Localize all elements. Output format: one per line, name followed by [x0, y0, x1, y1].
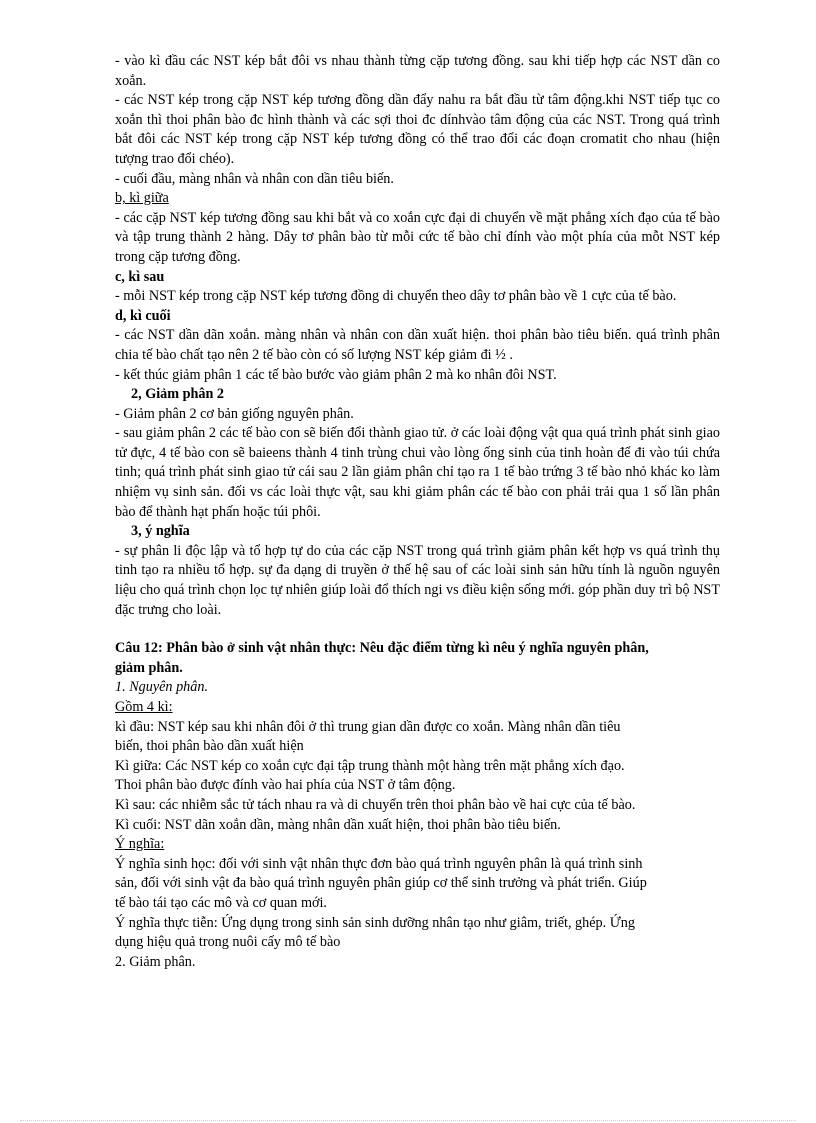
- paragraph-end-prophase: - cuối đầu, màng nhân và nhân con dần tiêu biến.: [115, 170, 394, 187]
- paragraph-metaphase: - các cặp NST kép tương đồng sau khi bắt và co xoắn cực đại di chuyển về mặt phẳng xích đạo của tế bào và tập trung thành 2 hàng. Dây tơ phân bào từ mỗi cức tế bào chỉ đính vào một phía của mỗt NST kép trong cặp tương đồng.: [115, 209, 720, 265]
- question-12-title: Câu 12: Phân bào ở sinh vật nhân thực: Nêu đặc điểm từng kì nêu ý nghĩa nguyên phân,: [115, 640, 649, 657]
- biological-significance-line3: tế bào tái tạo các mô và cơ quan mới.: [115, 894, 327, 911]
- paragraph-meiosis-2-basic: - Giảm phân 2 cơ bản giống nguyên phân.: [115, 405, 354, 422]
- paragraph-end-meiosis-1: - kết thúc giảm phân 1 các tế bào bước vào giảm phân 2 mà ko nhân đôi NST.: [115, 366, 557, 383]
- mitosis-anaphase-line: Kì sau: các nhiễm sắc tử tách nhau ra và di chuyển trên thoi phân bào về hai cực của tế bào.: [115, 796, 636, 813]
- mitosis-telophase-line: Kì cuối: NST dãn xoắn dần, màng nhân dần xuất hiện, thoi phân bào tiêu biến.: [115, 816, 561, 833]
- document-page: [115, 52, 720, 972]
- mitosis-prophase-line2: biến, thoi phân bào dần xuất hiện: [115, 738, 304, 755]
- paragraph-telophase: - các NST dần dãn xoắn. màng nhân và nhân con dần xuất hiện. thoi phân bào tiêu biến. quá trình phân chia tế bào chất tạo nên 2 tế bào còn có số lượng NST kép giảm đi ½ .: [115, 327, 720, 363]
- heading-meiosis-2: 2, Giảm phân 2: [131, 386, 225, 403]
- practical-significance-line1: Ý nghĩa thực tiễn: Ứng dụng trong sinh sản sinh dưỡng nhân tạo như giâm, triết, ghép. Ứng: [115, 914, 635, 931]
- spacer: [115, 620, 720, 639]
- paragraph-pairing: - vào kì đầu các NST kép bắt đôi vs nhau thành từng cặp tương đồng. sau khi tiếp hợp các NST dần co xoắn.: [115, 53, 720, 89]
- question-12-title-cont: giảm phân.: [115, 659, 183, 676]
- heading-mitosis: 1. Nguyên phân.: [115, 679, 208, 696]
- biological-significance-line2: sản, đối với sinh vật đa bào quá trình nguyên phân giúp cơ thể sinh trưởng và phát triển. Giúp: [115, 875, 647, 892]
- paragraph-anaphase: - mỗi NST kép trong cặp NST kép tương đồng di chuyển theo dây tơ phân bào về 1 cực của tế bào.: [115, 288, 677, 305]
- heading-mitosis-significance: Ý nghĩa:: [115, 836, 165, 853]
- mitosis-metaphase-line1: Kì giữa: Các NST kép co xoắn cực đại tập trung thành một hàng trên mặt phẳng xích đạo.: [115, 757, 625, 774]
- practical-significance-line2: dụng hiệu quả trong nuôi cấy mô tế bào: [115, 934, 341, 951]
- heading-telophase: d, kì cuối: [115, 307, 171, 324]
- heading-anaphase: c, kì sau: [115, 268, 165, 285]
- paragraph-significance: - sự phân li độc lập và tổ hợp tự do của các cặp NST trong quá trình giảm phân kết hợp vs quá trình thụ tinh tạo ra nhiều tổ hợp. sự đa dạng di truyền ở thế hệ sau of các loài sinh sản hữu tính là nguồn nguyên liệu cho quá trình chọn lọc tự nhiên giúp loài đổ thích ngi vs điều kiện sống mới. góp phần duy trì bộ NST đặc trưng cho loài.: [115, 542, 720, 618]
- heading-metaphase: b, kì giữa: [115, 190, 169, 207]
- heading-meiosis: 2. Giảm phân.: [115, 953, 196, 970]
- heading-four-phases: Gồm 4 kì:: [115, 699, 173, 715]
- paragraph-meiosis-2-gametes: - sau giảm phân 2 các tế bào con sẽ biến đổi thành giao tử. ở các loài động vật qua quá trình phát sinh giao tử đực, 4 tế bào con sẽ baieens thành 4 tinh trùng chui vào lòng ống sinh của tinh hoàn để đi vào túi chứa tinh; quá trình phát sinh giao tử cái sau 2 lần giảm phân chỉ tạo ra 1 tế bào trứng 3 tế bào nhỏ khác ko làm nhiệm vụ sinh sản. đối vs các loài thực vật, sau khi giảm phân các tế bào con phải trải qua 1 số lần phân bào để thành hạt phấn hoặc túi phôi.: [115, 425, 720, 520]
- mitosis-metaphase-line2: Thoi phân bào được đính vào hai phía của NST ở tâm động.: [115, 777, 456, 794]
- page-bottom-rule: [20, 1120, 796, 1121]
- mitosis-prophase-line1: kì đầu: NST kép sau khi nhân đôi ở thì trung gian dần được co xoắn. Màng nhân dần tiêu: [115, 718, 621, 735]
- biological-significance-line1: Ý nghĩa sinh học: đối với sinh vật nhân thực đơn bào quá trình nguyên phân là quá trình sinh: [115, 855, 643, 872]
- heading-significance: 3, ý nghĩa: [131, 523, 190, 540]
- paragraph-crossing-over: - các NST kép trong cặp NST kép tương đồng dần đẩy nahu ra bắt đầu từ tâm động.khi NST tiếp tục co xoắn thì thoi phân bào đc hình thành và các sợi thoi đc dínhvào tâm động của các NST. Trong quá trình bắt đôi các NST kép trong cặp NST kép tương đồng có thể trao đổi các đoạn cromatit cho nhau (hiện tượng trao đổi chéo).: [115, 92, 720, 167]
